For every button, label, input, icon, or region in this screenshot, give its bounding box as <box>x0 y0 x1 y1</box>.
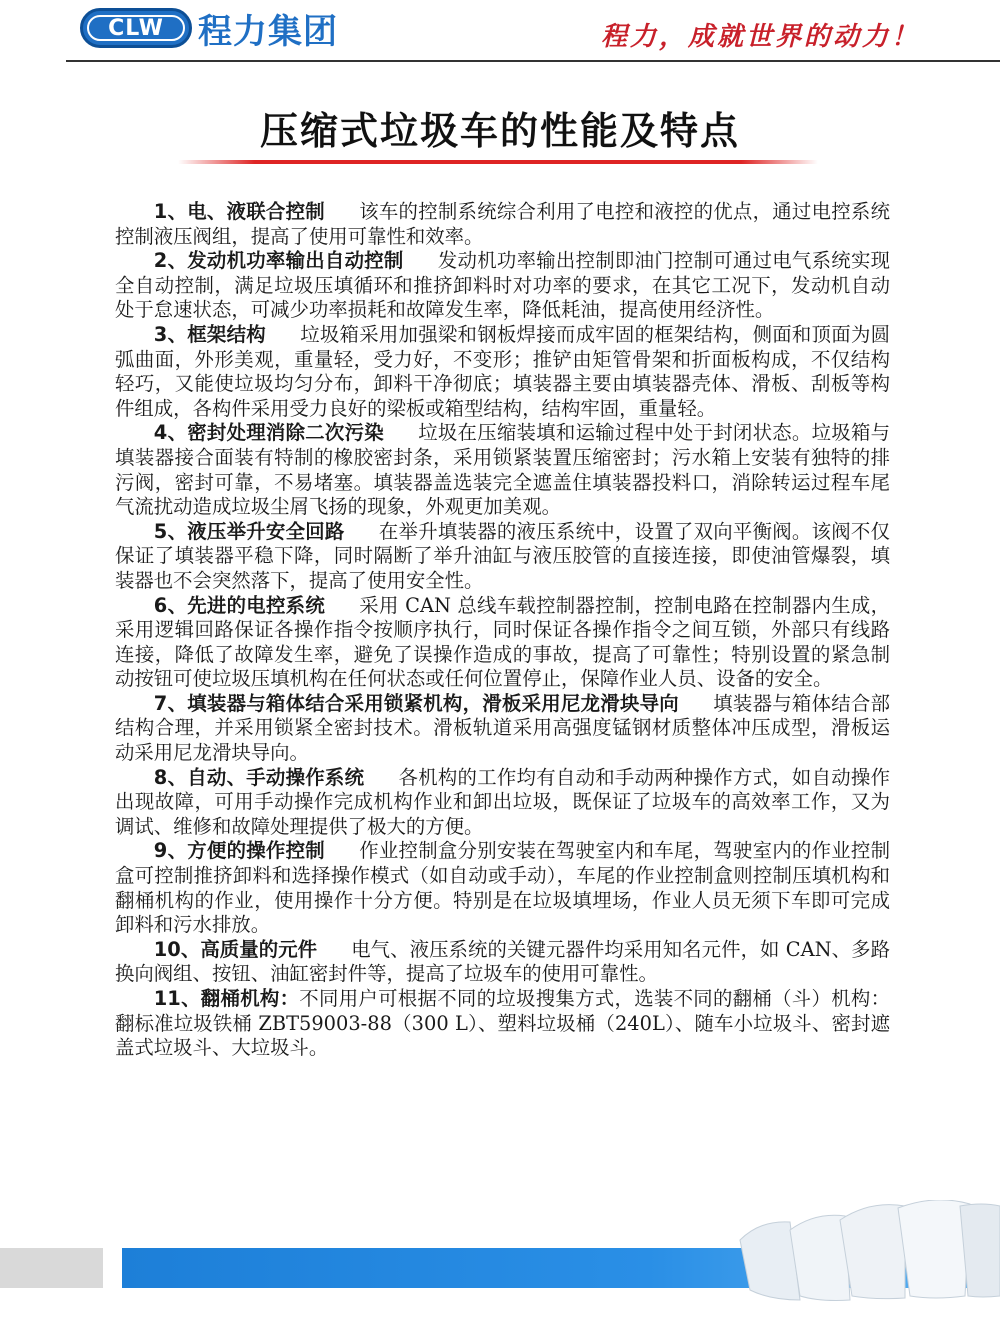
section-body: 不同用户可根据不同的垃圾搜集方式，选装不同的翻桶（斗）机构：翻标准垃圾铁桶 ZBT59003-88（300 L）、塑料垃圾桶（240L）、随车小垃圾斗、密封遮盖式垃圾斗、大垃圾斗。 <box>115 987 890 1060</box>
section-7 <box>115 692 890 766</box>
footer-gray-bar <box>0 1248 103 1288</box>
section-4 <box>115 421 890 519</box>
section-heading: 6、先进的电控系统 <box>153 593 326 617</box>
page-header <box>0 0 1000 62</box>
section-heading: 10、高质量的元件 <box>153 937 318 961</box>
section-body: 电气、液压系统的关键元器件均采用知名元件，如 CAN、多路换向阀组、按钮、油缸密封件等，提高了垃圾车的使用可靠性。 <box>115 937 890 986</box>
title-underline <box>178 160 818 164</box>
section-body: 该车的控制系统综合利用了电控和液控的优点，通过电控系统控制液压阀组，提高了使用可靠性和效率。 <box>115 200 890 248</box>
section-9 <box>115 839 890 937</box>
section-heading: 8、自动、手动操作系统 <box>153 765 365 789</box>
section-heading: 2、发动机功率输出自动控制 <box>153 249 404 273</box>
section-heading: 1、电、液联合控制 <box>153 200 325 223</box>
section-10 <box>115 938 890 987</box>
section-body: 垃圾在压缩装填和运输过程中处于封闭状态。垃圾箱与填装器接合面装有特制的橡胶密封条，采用锁紧装置压缩密封；污水箱上安装有独特的排污阀，密封可靠，不易堵塞。填装器盖选装完全遮盖住填装器投料口，消除转运过程车尾气流扰动造成垃圾尘屑飞扬的现象，外观更加美观。 <box>115 421 890 519</box>
section-body: 各机构的工作均有自动和手动两种操作方式，如自动操作出现故障，可用手动操作完成机构作业和卸出垃圾，既保证了垃圾车的高效率工作，又为调试、维修和故障处理提供了极大的方便。 <box>115 765 890 838</box>
logo-mark-text: CLW <box>108 15 164 41</box>
section-body: 作业控制盒分别安装在驾驶室内和车尾，驾驶室内的作业控制盒可控制推挤卸料和选择操作模式（如自动或手动），车尾的作业控制盒则控制压填机构和翻桶机构的作业，使用操作十分方便。特别是在垃圾填埋场，作业人员无须下车即可完成卸料和污水排放。 <box>115 839 890 937</box>
section-heading: 3、框架结构 <box>153 322 266 346</box>
section-body: 采用 CAN 总线车载控制器控制，控制电路在控制器内生成，采用逻辑回路保证各操作指令按顺序执行，同时保证各操作指令之间互锁，外部只有线路连接，降低了故障发生率，避免了误操作造成的事故，提高了可靠性；特别设置的紧急制动按钮可使垃圾压填机构在任何状态或任何位置停止，保障作业人员、设备的安全。 <box>115 593 890 691</box>
logo-company-name: 程力集团 <box>198 11 338 52</box>
clw-logo-mark <box>80 8 192 48</box>
section-heading: 5、液压举升安全回路 <box>153 519 345 543</box>
section-heading: 7、填装器与箱体结合采用锁紧机构，滑板采用尼龙滑块导向 <box>153 691 679 715</box>
company-logo <box>80 6 338 50</box>
section-body: 垃圾箱采用加强梁和钢板焊接而成牢固的框架结构，侧面和顶面为圆弧曲面，外形美观，重量轻，受力好，不变形；推铲由矩管骨架和折面板构成，不仅结构轻巧，又能使垃圾均匀分布，卸料干净彻底；填装器主要由填装器壳体、滑板、刮板等构件组成，各构件采用受力良好的梁板或箱型结构，结构牢固，重量轻。 <box>115 322 890 420</box>
content-fade <box>0 1150 1000 1190</box>
section-body: 发动机功率输出控制即油门控制可通过电气系统实现全自动控制，满足垃圾压填循环和推挤卸料时对功率的要求，在其它工况下，发动机自动处于怠速状态，可减少功率损耗和故障发生率，降低耗油，提高使用经济性。 <box>115 249 890 322</box>
section-6 <box>115 594 890 692</box>
section-body: 在举升填装器的液压系统中，设置了双向平衡阀。该阀不仅保证了填装器平稳下降，同时隔断了举升油缸与液压胶管的直接连接，即使油管爆裂，填装器也不会突然落下，提高了使用安全性。 <box>115 519 890 592</box>
section-body: 填装器与箱体结合部结构合理，并采用锁紧全密封技术。滑板轨道采用高强度锰钢材质整体冲压成型，滑板运动采用尼龙滑块导向。 <box>115 691 890 765</box>
section-8 <box>115 766 890 840</box>
section-heading: 9、方便的操作控制 <box>153 839 325 863</box>
chevron-decoration <box>740 1200 1000 1301</box>
section-11 <box>115 987 890 1061</box>
article-body <box>115 200 890 1184</box>
header-divider <box>66 60 1000 62</box>
section-3 <box>115 323 890 421</box>
section-heading: 4、密封处理消除二次污染 <box>153 421 384 445</box>
section-heading: 11、翻桶机构： <box>153 987 300 1010</box>
section-5 <box>115 520 890 594</box>
section-1 <box>115 200 890 249</box>
page-title: 压缩式垃圾车的性能及特点 <box>259 109 740 153</box>
footer-chevron-graphic <box>720 1200 1000 1310</box>
section-2 <box>115 249 890 323</box>
company-slogan: 程力，成就世界的动力！ <box>600 22 920 52</box>
